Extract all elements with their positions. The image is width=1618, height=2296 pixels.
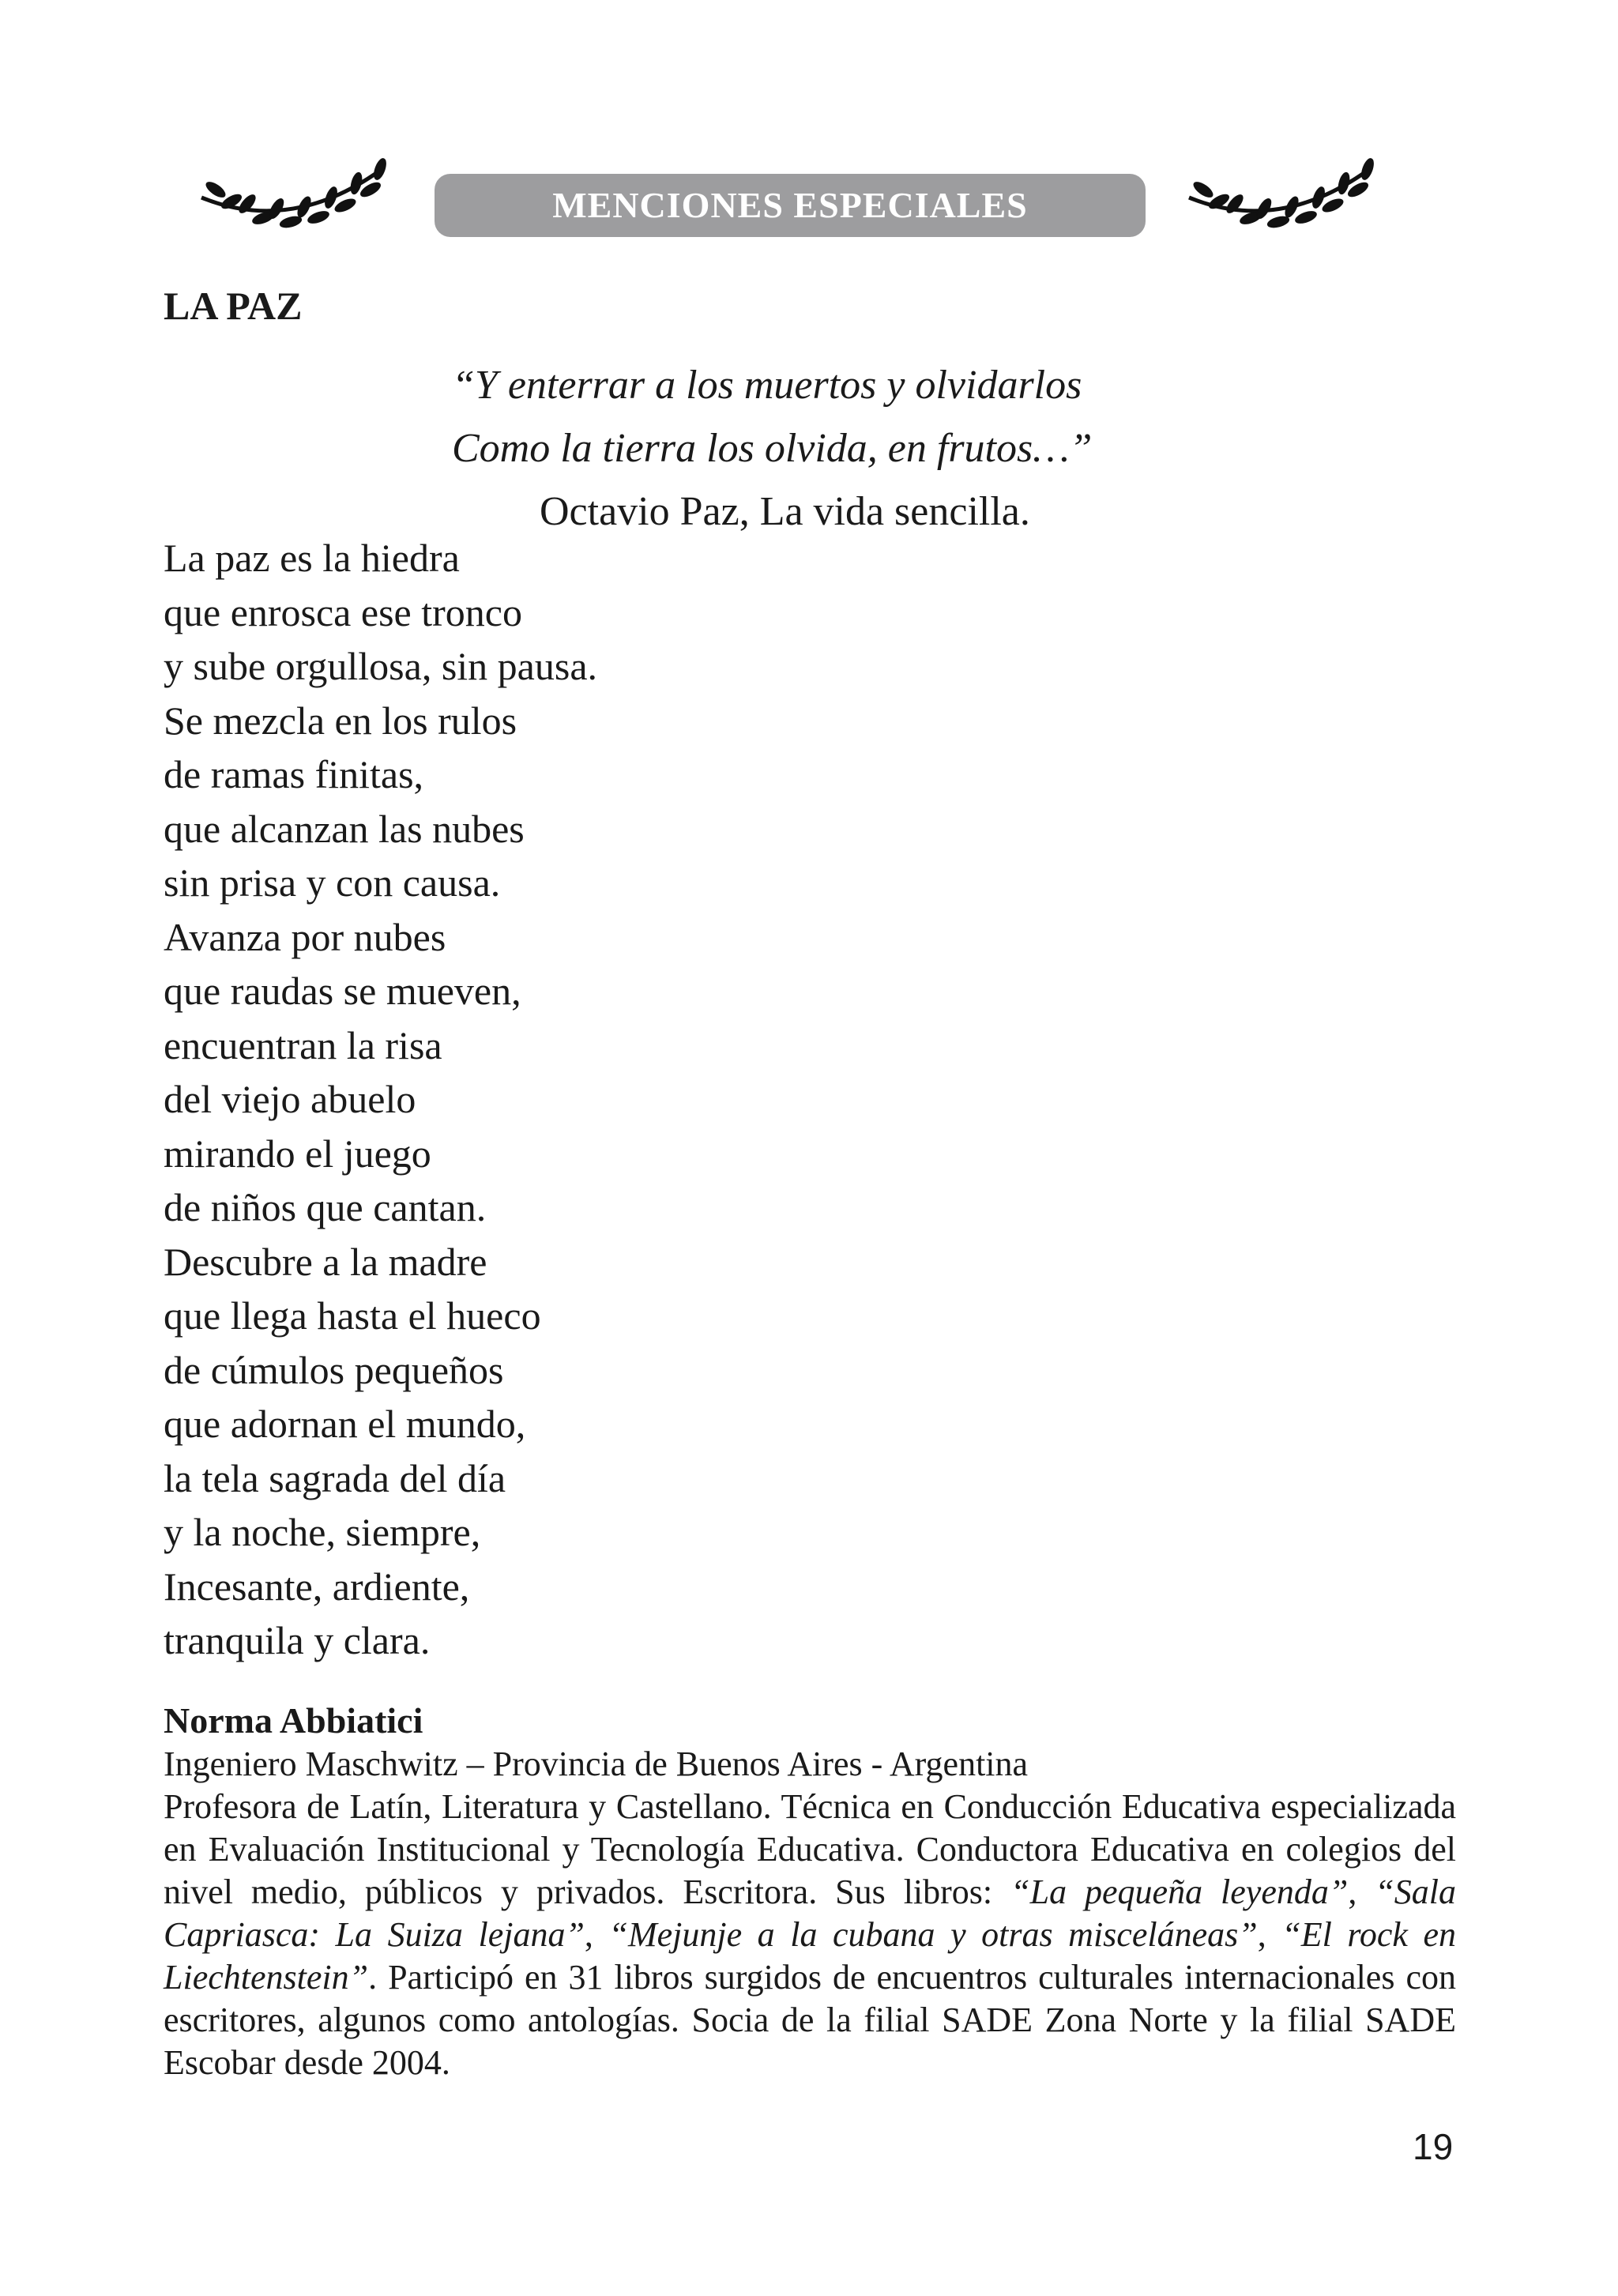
bio-text: Profesora de Latín, Literatura y Castellano. Técnica en Conducción Educativa especializada en Evaluación Institucional y Tecnología Educativa. Conductora Educativa en colegios del nivel medio, públicos y privados. Escritora. Sus libros: — [164, 1787, 1456, 1911]
poem-line: de niños que cantan. — [164, 1185, 487, 1229]
poem-line: del viejo abuelo — [164, 1077, 416, 1121]
epigraph-source: Octavio Paz, La vida sencilla. — [540, 489, 1030, 534]
poem-line: tranquila y clara. — [164, 1618, 431, 1662]
poem-line: la tela sagrada del día — [164, 1455, 506, 1500]
poem-line: Incesante, ardiente, — [164, 1564, 470, 1609]
poem-line: sin prisa y con causa. — [164, 860, 501, 905]
book-title: “El rock en Liechtenstein” — [164, 1915, 1457, 1997]
page-number: 19 — [1413, 2126, 1454, 2167]
poem-line: que raudas se mueven, — [164, 969, 521, 1013]
author-bio — [164, 1786, 1456, 2084]
book-title: “La pequeña leyenda” — [1010, 1873, 1349, 1911]
poem-line: que enrosca ese tronco — [164, 589, 522, 634]
poem-line: mirando el juego — [164, 1131, 431, 1176]
poem-line: de cúmulos pequeños — [164, 1347, 504, 1392]
laurel-branch-icon — [1181, 158, 1387, 253]
bio-separator: , — [1348, 1873, 1375, 1911]
epigraph-line: “Y enterrar a los muertos y olvidarlos — [452, 363, 1082, 408]
poem-line: encuentran la risa — [164, 1022, 442, 1067]
bio-separator: , — [1257, 1915, 1282, 1954]
bio-text: . Participó en 31 libros surgidos de encuentros culturales internacionales con escritores, algunos como antologías. Socia de la filial SADE Zona Norte y la filial SADE Escobar desde 2004. — [164, 1958, 1456, 2082]
epigraph — [452, 354, 1092, 480]
author-name: Norma Abbiatici — [164, 1700, 423, 1741]
section-banner: MENCIONES ESPECIALES — [435, 174, 1146, 237]
poem-line: Avanza por nubes — [164, 914, 446, 959]
poem-line: de ramas finitas, — [164, 752, 424, 796]
poem-line: y la noche, siempre, — [164, 1510, 481, 1554]
poem-body — [164, 531, 597, 1668]
bio-separator: , — [584, 1915, 609, 1954]
poem-line: Descubre a la madre — [164, 1239, 487, 1284]
poem-title: LA PAZ — [164, 284, 303, 328]
poem-line: que alcanzan las nubes — [164, 806, 525, 851]
poem-line: La paz es la hiedra — [164, 536, 460, 580]
author-location: Ingeniero Maschwitz – Provincia de Buenos Aires - Argentina — [164, 1745, 1029, 1783]
laurel-branch-icon — [194, 158, 399, 253]
poem-line: y sube orgullosa, sin pausa. — [164, 644, 598, 688]
poem-line: que adornan el mundo, — [164, 1402, 526, 1446]
author-block — [164, 1699, 1456, 2084]
section-header — [0, 158, 1618, 253]
book-title: “Sala Capriasca: La Suiza lejana” — [164, 1873, 1456, 1954]
poem-line: que llega hasta el hueco — [164, 1293, 541, 1338]
poem-line: Se mezcla en los rulos — [164, 698, 517, 743]
epigraph-line: Como la tierra los olvida, en frutos…” — [452, 426, 1093, 471]
book-title: “Mejunje a la cubana y otras misceláneas” — [608, 1915, 1258, 1954]
